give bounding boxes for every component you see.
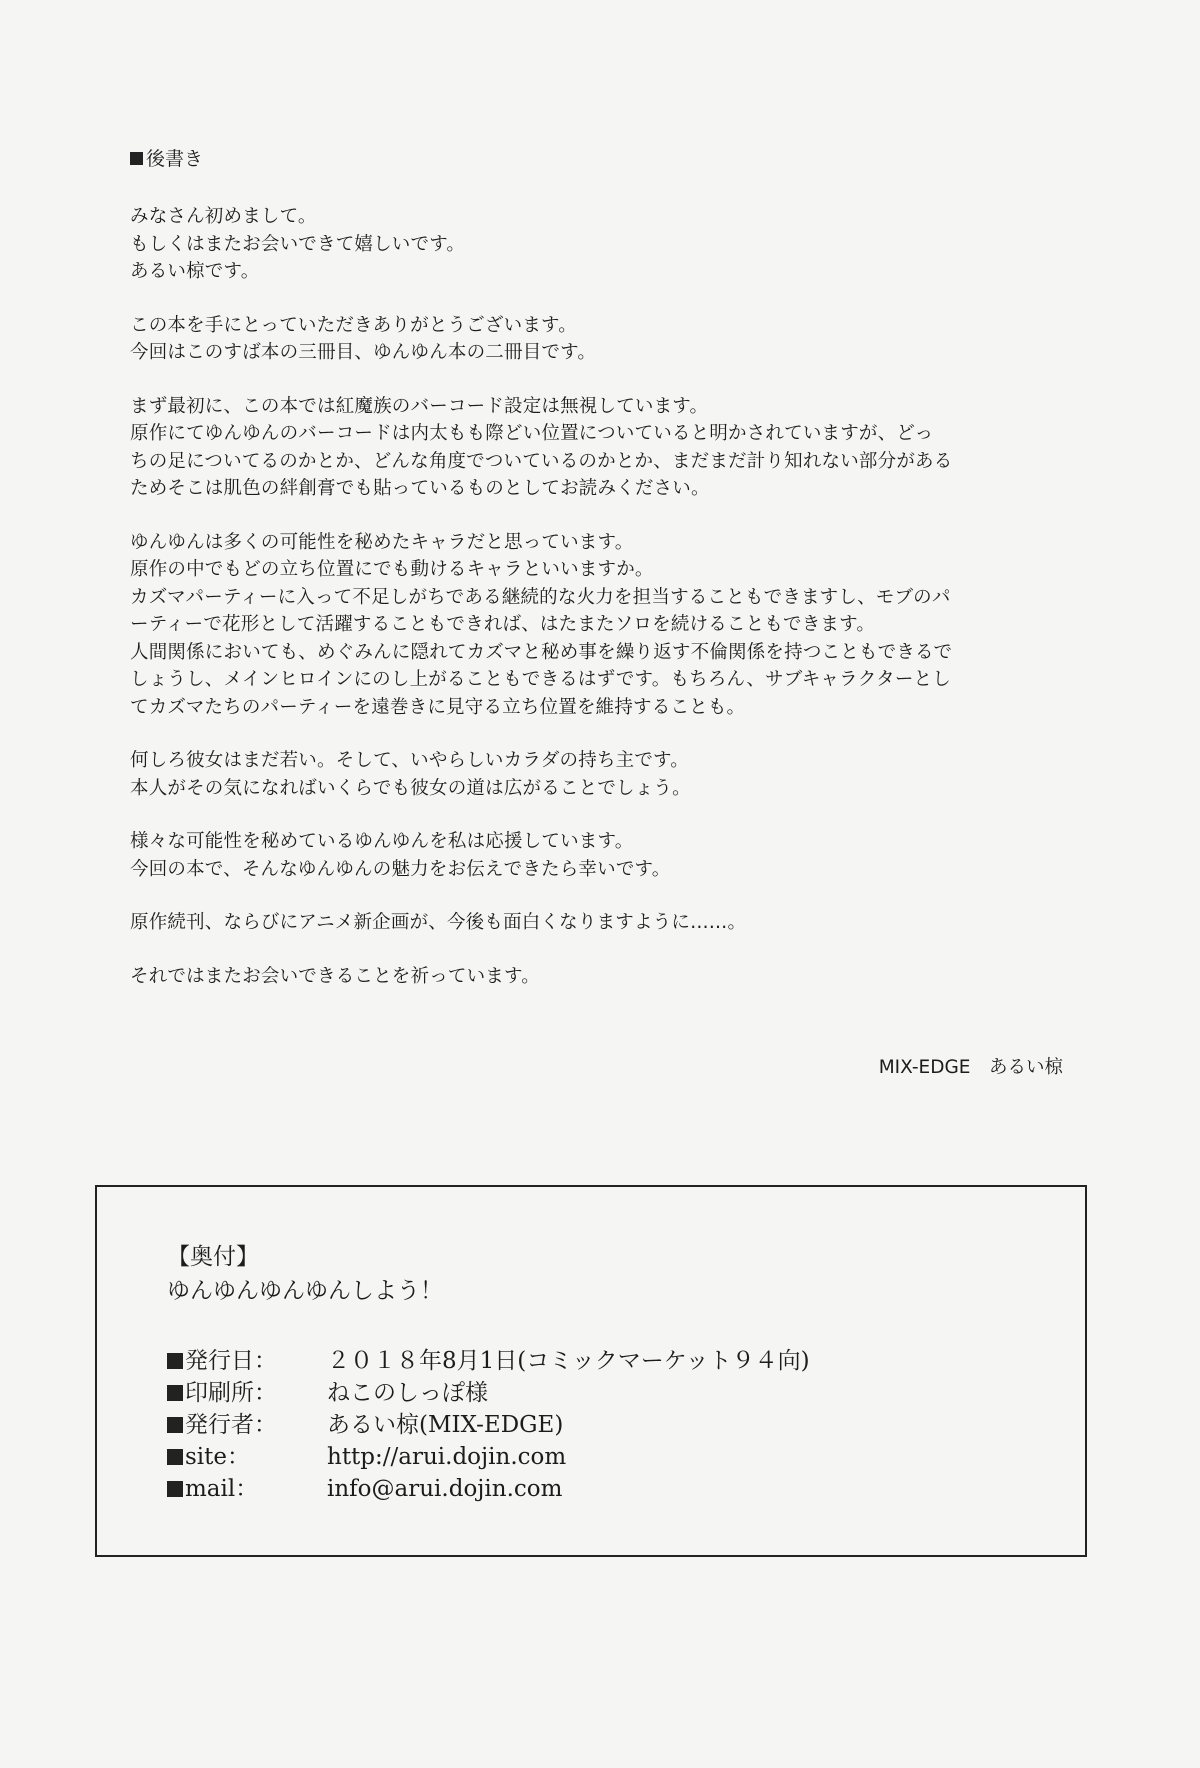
text-line: ーティーで花形として活躍することもできれば、はたまたソロを続けることもできます。 (130, 614, 876, 635)
text-line: ためそこは肌色の絆創膏でも貼っているものとしてお読みください。 (130, 478, 710, 499)
colophon-mail-link: info@arui.dojin.com (327, 1476, 563, 1502)
text-line: カズマパーティーに入って不足しがちである継続的な火力を担当することもできますし、モブのパ (130, 586, 951, 608)
afterword-paragraph-7 (130, 909, 1090, 937)
text-line: もしくはまたお会いできて嬉しいです。 (130, 233, 466, 255)
afterword-paragraph-6 (130, 828, 1090, 883)
text-line: てカズマたちのパーティーを遠巻きに見守る立ち位置を維持することも。 (130, 696, 746, 718)
colophon-label: 発行日： (167, 1345, 277, 1377)
colophon-site-link: http://arui.dojin.com (327, 1444, 567, 1470)
text-line: この本を手にとっていただきありがとうございます。 (130, 314, 577, 336)
square-bullet-icon (167, 1417, 183, 1433)
text-line: みなさん初めまして。 (130, 206, 317, 227)
colophon-label: 印刷所： (167, 1377, 277, 1409)
text-line: 原作の中でもどの立ち位置にでも動けるキャラといいますか。 (130, 559, 654, 580)
text-line: まず最初に、この本では紅魔族のバーコード設定は無視しています。 (130, 395, 709, 417)
afterword-paragraph-5 (130, 747, 1090, 802)
text-line: ちの足についてるのかとか、どんな角度でついているのかとか、まだまだ計り知れない部分がある (130, 450, 953, 472)
square-bullet-icon (130, 152, 143, 165)
square-bullet-icon (167, 1449, 183, 1465)
afterword-heading-text: 後書き (146, 148, 204, 170)
text-line: 様々な可能性を秘めているゆんゆんを私は応援しています。 (130, 831, 634, 852)
square-bullet-icon (167, 1481, 183, 1497)
afterword-section (130, 145, 1090, 1016)
square-bullet-icon (167, 1353, 183, 1369)
text-line: 今回はこのすば本の三冊目、ゆんゆん本の二冊目です。 (130, 342, 597, 363)
text-line: 今回の本で、そんなゆんゆんの魅力をお伝えできたら幸いです。 (130, 858, 671, 880)
text-line: ゆんゆんは多くの可能性を秘めたキャラだと思っています。 (130, 531, 634, 553)
text-line: 何しろ彼女はまだ若い。そして、いやらしいカラダの持ち主です。 (130, 750, 689, 771)
afterword-paragraph-2 (130, 312, 1090, 367)
colophon-book-title: ゆんゆんゆんゆんしよう！ (167, 1278, 443, 1304)
colophon-label: site： (167, 1441, 250, 1473)
text-line: しょうし、メインヒロインにのし上がることもできるはずです。もちろん、サブキャラクターとし (130, 669, 951, 690)
text-line: 本人がその気になればいくらでも彼女の道は広がることでしょう。 (130, 777, 691, 799)
square-bullet-icon (167, 1385, 183, 1401)
text-line: 原作にてゆんゆんのバーコードは内太もも際どい位置についていると明かされていますが、どっ (130, 423, 934, 444)
text-line: 原作続刊、ならびにアニメ新企画が、今後も面白くなりますように……。 (130, 912, 747, 933)
text-line: 人間関係においても、めぐみんに隠れてカズマと秘め事を繰り返す不倫関係を持つこともできるで (130, 641, 953, 663)
text-line: あるい椋です。 (130, 261, 260, 282)
colophon-title: 【奥付】 (167, 1244, 259, 1270)
colophon-value: あるい椋(MIX-EDGE) (327, 1412, 564, 1438)
colophon-label: 発行者： (167, 1409, 277, 1441)
afterword-heading (130, 145, 1090, 173)
colophon-value: ねこのしっぽ様 (327, 1380, 488, 1406)
afterword-paragraph-8 (130, 963, 1090, 991)
afterword-paragraph-1 (130, 203, 1090, 286)
afterword-paragraph-3 (130, 393, 1090, 503)
colophon-label: mail： (167, 1473, 258, 1505)
afterword-signature: MIX-EDGE あるい椋 (878, 1057, 1063, 1078)
colophon-box (95, 1185, 1087, 1557)
text-line: それではまたお会いできることを祈っています。 (130, 965, 540, 987)
colophon-value: ２０１８年8月1日(コミックマーケット９４向) (327, 1348, 810, 1374)
afterword-paragraph-4 (130, 529, 1090, 722)
